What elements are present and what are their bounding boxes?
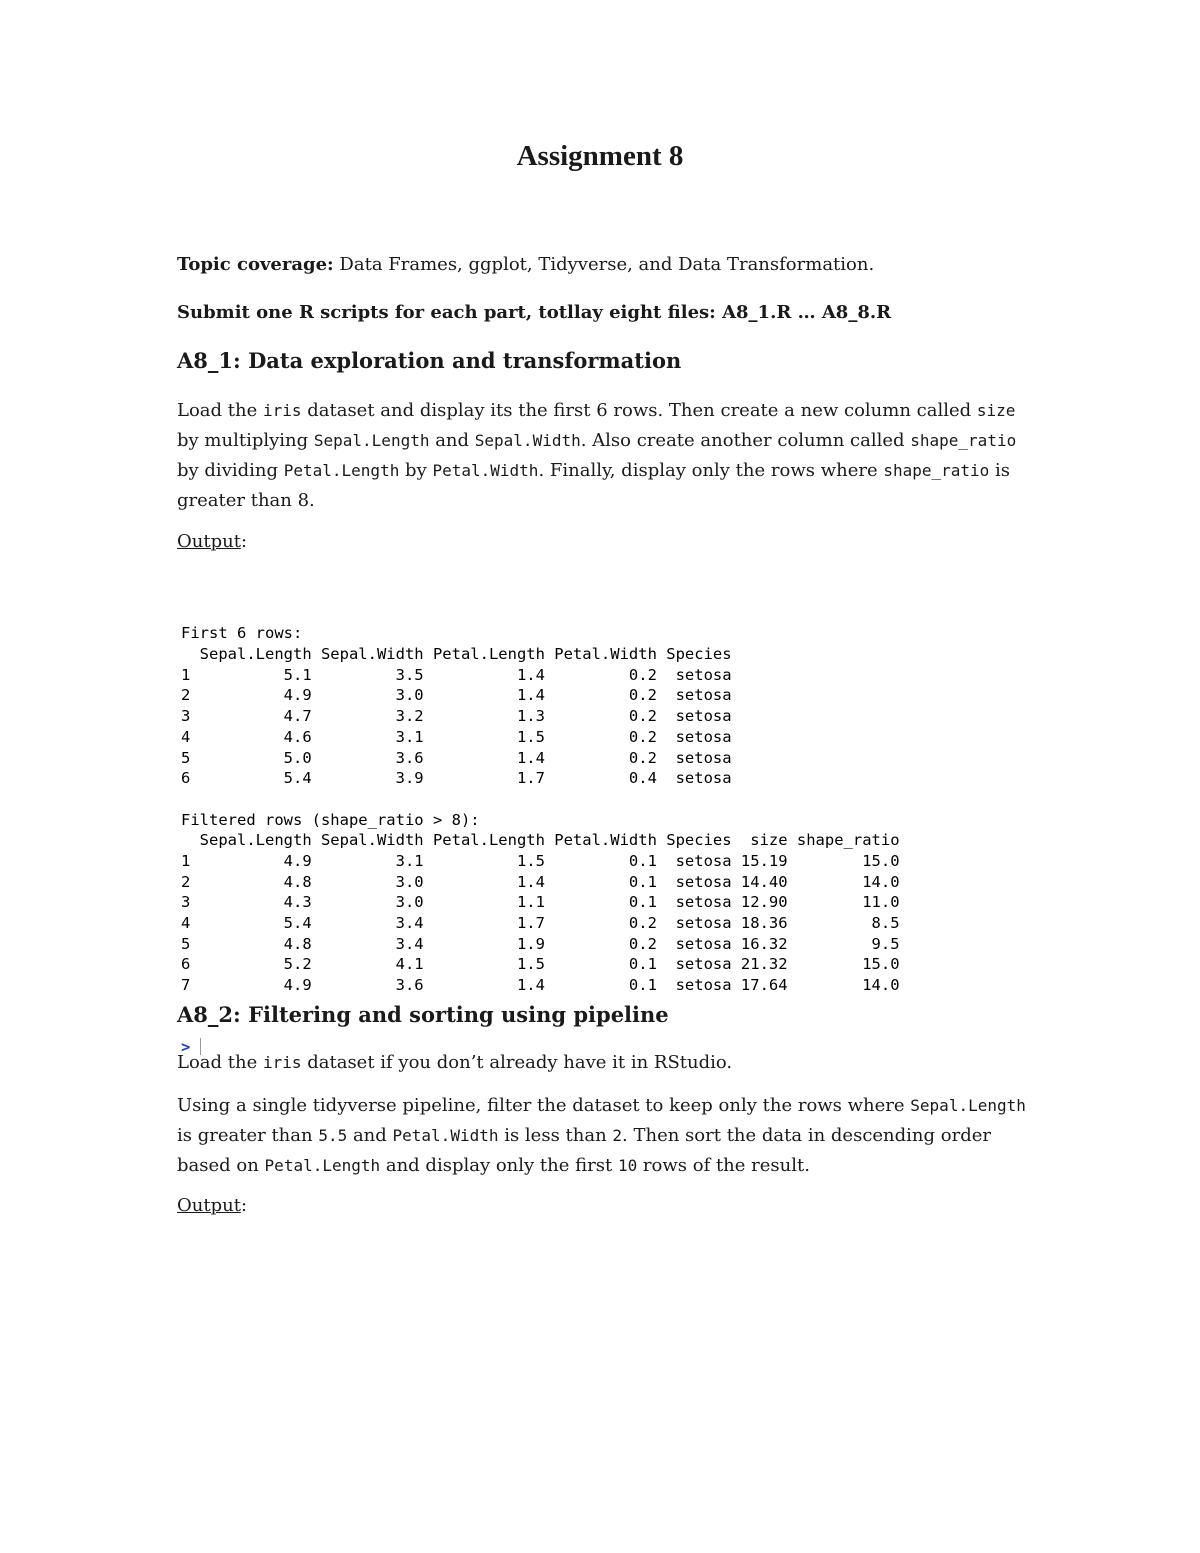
inline-code: Sepal.Length: [313, 431, 430, 450]
inline-code: Petal.Length: [264, 1156, 381, 1175]
console-line: First 6 rows:: [181, 624, 303, 643]
text-run: by: [399, 460, 433, 481]
inline-code: Sepal.Length: [910, 1096, 1026, 1115]
submit-instructions: Submit one R scripts for each part, totllay eight files: A8_1.R … A8_8.R: [177, 302, 892, 323]
text-run: Load the: [177, 400, 263, 421]
text-run: and display only the first: [380, 1155, 618, 1176]
topic-label: Topic coverage:: [177, 254, 334, 275]
inline-code: 5.5: [318, 1126, 348, 1145]
page-title: Assignment 8: [516, 140, 684, 172]
a8-1-heading: A8_1: Data exploration and transformation: [177, 348, 682, 373]
console-line: 6 5.2 4.1 1.5 0.1 setosa 21.32 15.0: [181, 955, 900, 974]
inline-code: iris: [262, 401, 302, 420]
inline-code: size: [976, 401, 1016, 420]
text-run: and: [347, 1125, 393, 1146]
output-label: Output: [177, 531, 241, 552]
text-run: rows of the result.: [637, 1155, 810, 1176]
text-run: is greater than: [177, 1125, 319, 1146]
inline-code: iris: [262, 1053, 302, 1072]
text-run: Using a single tidyverse pipeline, filter the dataset to keep only the rows where: [177, 1095, 911, 1116]
text-run: dataset if you don’t already have it in RStudio.: [301, 1052, 733, 1073]
a8-2-heading: A8_2: Filtering and sorting using pipeline: [177, 1002, 669, 1027]
console-line: 5 5.0 3.6 1.4 0.2 setosa: [181, 748, 732, 767]
inline-code: 10: [617, 1156, 638, 1175]
console-line: 6 5.4 3.9 1.7 0.4 setosa: [181, 769, 732, 788]
a8-1-output-label: Output:: [177, 531, 248, 552]
console-line: Sepal.Length Sepal.Width Petal.Length Petal.Width Species: [181, 645, 732, 664]
inline-code: shape_ratio: [883, 461, 990, 480]
a8-2-paragraph-2: [177, 1091, 1027, 1181]
topic-coverage: [177, 254, 874, 275]
text-run: by dividing: [177, 460, 284, 481]
inline-code: Petal.Length: [283, 461, 400, 480]
console-prompt: >: [181, 1038, 191, 1057]
console-line: 5 4.8 3.4 1.9 0.2 setosa 16.32 9.5: [181, 934, 900, 953]
inline-code: 2: [612, 1126, 623, 1145]
inline-code: shape_ratio: [910, 431, 1017, 450]
inline-code: Sepal.Width: [474, 431, 581, 450]
console-line: 2 4.8 3.0 1.4 0.1 setosa 14.40 14.0: [181, 872, 900, 891]
console-line: 4 5.4 3.4 1.7 0.2 setosa 18.36 8.5: [181, 914, 900, 933]
topic-text: Data Frames, ggplot, Tidyverse, and Data Transformation.: [333, 254, 875, 275]
console-line: 1 5.1 3.5 1.4 0.2 setosa: [181, 665, 732, 684]
output-label: Output: [177, 1195, 241, 1216]
a8-1-paragraph: [177, 396, 1027, 516]
inline-code: Petal.Width: [392, 1126, 499, 1145]
console-line: [181, 789, 900, 810]
inline-code: Petal.Width: [432, 461, 539, 480]
console-line: 2 4.9 3.0 1.4 0.2 setosa: [181, 686, 732, 705]
text-run: . Finally, display only the rows where: [538, 460, 884, 481]
a8-2-paragraph-1: [177, 1048, 1027, 1078]
console-line: 3 4.7 3.2 1.3 0.2 setosa: [181, 707, 732, 726]
console-line: 7 4.9 3.6 1.4 0.1 setosa 17.64 14.0: [181, 976, 900, 995]
text-run: and: [429, 430, 475, 451]
a8-2-output-label: Output:: [177, 1195, 248, 1216]
console-line: 4 4.6 3.1 1.5 0.2 setosa: [181, 727, 732, 746]
console-line: 1 4.9 3.1 1.5 0.1 setosa 15.19 15.0: [181, 851, 900, 870]
text-run: . Then sort the data in descending order based on: [177, 1125, 991, 1176]
console-lines: [181, 623, 900, 995]
console-line: 3 4.3 3.0 1.1 0.1 setosa 12.90 11.0: [181, 893, 900, 912]
console-line: Filtered rows (shape_ratio > 8):: [181, 810, 480, 829]
text-run: is less than: [498, 1125, 613, 1146]
text-run: is greater than 8.: [177, 460, 1011, 511]
text-run: . Also create another column called: [580, 430, 911, 451]
text-run: Load the: [177, 1052, 263, 1073]
console-line: Sepal.Length Sepal.Width Petal.Length Petal.Width Species size shape_ratio: [181, 831, 900, 850]
text-run: dataset and display its the first 6 rows. Then create a new column called: [301, 400, 977, 421]
text-run: by multiplying: [177, 430, 314, 451]
